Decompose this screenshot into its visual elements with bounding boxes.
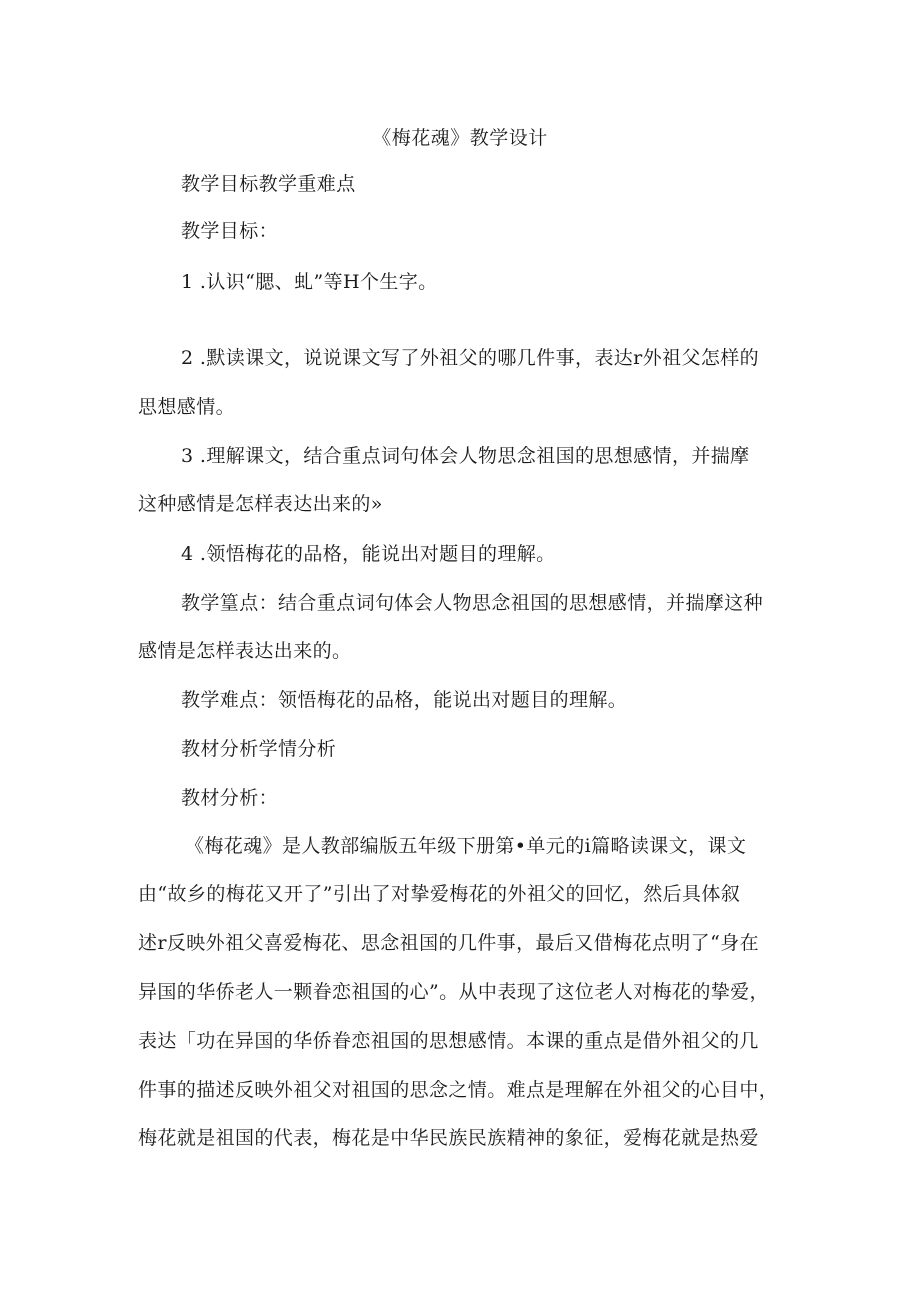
key-point-line-1: 教学篁点：结合重点词句体会人物思念祖国的思想感情，并揣摩这种 <box>181 592 764 614</box>
analysis-paragraph-line-1: 《梅花魂》是人教部编版五年级下册第•单元的i篇略读课文，课文 <box>185 835 747 857</box>
analysis-paragraph-line-4: 异国的华侨老人一颗眷恋祖国的心”。从中表现了这位老人对梅花的挚爱， <box>138 981 769 1003</box>
analysis-paragraph-line-7: 梅花就是祖国的代表，梅花是中华民族民族精神的象征，爱梅花就是热爱 <box>138 1127 759 1149</box>
goal-item-1: 1 .认识“腮、虬”等H个生字。 <box>181 271 438 293</box>
section-heading-material-analysis: 教材分析学情分析 <box>181 738 337 760</box>
goal-item-2-line-2: 思想感情。 <box>138 396 236 418</box>
key-point-line-2: 感情是怎样表达出来的。 <box>138 640 352 662</box>
goal-item-3-line-1: 3 .理解课文，结合重点词句体会人物思念祖国的思想感情，并揣摩 <box>181 445 750 467</box>
analysis-paragraph-line-6: 件事的描述反映外祖父对祖国的思念之情。难点是理解在外祖父的心目中， <box>138 1079 779 1101</box>
document-title: 《梅花魂》教学设计 <box>372 127 548 149</box>
section-heading-goals-and-difficulties: 教学目标教学重难点 <box>181 173 356 195</box>
subheading-material-analysis: 教材分析： <box>181 787 279 809</box>
difficult-point: 教学难点：领悟梅花的品格，能说出对题目的理解。 <box>181 689 628 711</box>
analysis-paragraph-line-5: 表达「功在异国的华侨眷恋祖国的思想感情。本课的重点是借外祖父的几 <box>138 1030 759 1052</box>
goal-item-3-line-2: 这种感情是怎样表达出来的» <box>138 493 383 515</box>
subheading-teaching-goals: 教学目标： <box>181 220 279 242</box>
goal-item-4: 4 .领悟梅花的品格，能说出对题目的理解。 <box>181 543 556 565</box>
analysis-paragraph-line-3: 述r反映外祖父喜爱梅花、思念祖国的几件事，最后又借梅花点明了“身在 <box>138 932 759 954</box>
analysis-paragraph-line-2: 由“故乡的梅花又开了”引出了对挚爱梅花的外祖父的回忆，然后具体叙 <box>138 883 741 905</box>
goal-item-2-line-1: 2 .默读课文，说说课文写了外祖父的哪几件事，表达r外祖父怎样的 <box>181 347 760 369</box>
